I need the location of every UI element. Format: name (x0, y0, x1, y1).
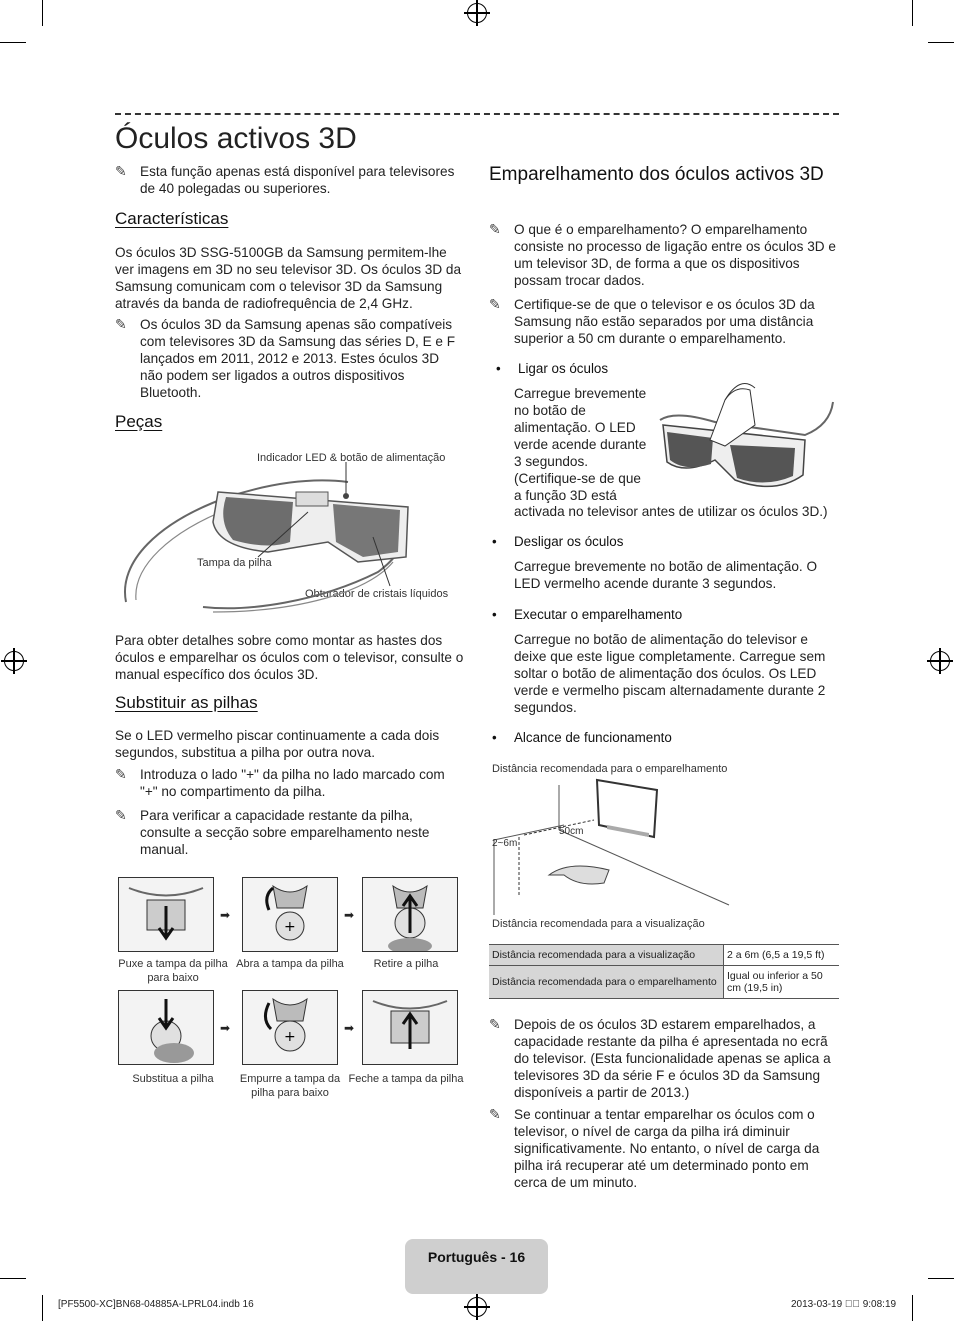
table-cell-value: 2 a 6m (6,5 a 19,5 ft) (724, 945, 840, 966)
step-caption-6: Feche a tampa da pilha (348, 1073, 464, 1085)
table-row (489, 945, 839, 966)
registration-mark-icon (930, 651, 950, 671)
page-number-tab (405, 1239, 548, 1294)
label-led: Indicador LED & botão de alimentação (257, 452, 446, 464)
step-image-4 (118, 990, 214, 1065)
features-note (115, 316, 465, 401)
on-heading: • Ligar os óculos (518, 361, 608, 376)
intro-note (115, 163, 465, 197)
battery-note-1-text: Introduza o lado "+" da pilha no lado marcado com "+" no compartimento da pilha. (140, 767, 445, 799)
note-pencil-icon: ✎ (489, 1016, 501, 1032)
step-image-3 (362, 877, 458, 952)
pairing-note-4 (489, 1106, 839, 1191)
svg-text:+: + (284, 1029, 296, 1045)
battery-note-2-text: Para verificar a capacidade restante da pilha, consulte a secção sobre emparelhamento neste manual. (140, 808, 430, 857)
diag-50cm: 50cm (559, 826, 584, 837)
footer-file: [PF5500-XC]BN68-04885A-LPRL04.indb 16 (58, 1299, 254, 1310)
crop-mark (928, 42, 954, 43)
note-pencil-icon: ✎ (489, 1106, 501, 1122)
on-text-a: Carregue brevemente no botão de alimentação. O LED verde acende durante 3 segundos. (Certifique-se de que a função 3D está (514, 386, 647, 503)
pairing-note-3 (489, 1016, 839, 1101)
table-cell-key: Distância recomendada para o emparelhamento (489, 966, 724, 999)
pairing-note-3-text: Depois de os óculos 3D estarem emparelhados, a capacidade restante da pilha é apresentada no ecrã do televisor. (Esta funcionalidade apenas se aplica a televisores 3D da série F e óculos 3D da Samsung disponíveis a partir de 2013.) (514, 1017, 831, 1100)
registration-mark-icon (4, 651, 24, 671)
battery-heading: Substituir as pilhas (115, 693, 258, 712)
note-pencil-icon: ✎ (115, 766, 127, 782)
diag-viewing-label: Distância recomendada para a visualização (492, 918, 705, 930)
table-row (489, 966, 839, 999)
features-heading: Características (115, 209, 229, 228)
arrow-right-icon: ➡ (220, 1021, 231, 1035)
note-pencil-icon: ✎ (115, 163, 127, 179)
table-cell-key: Distância recomendada para a visualização (489, 945, 724, 966)
pair-text: Carregue no botão de alimentação do televisor e deixe que este ligue completamente. Carregue sem soltar o botão de alimentação dos óculos. Os LED verde e vermelho piscam alternadamente durante 2 segundos. (514, 632, 826, 715)
crop-mark (928, 1278, 954, 1279)
arrow-right-icon: ➡ (344, 1021, 355, 1035)
battery-text: Se o LED vermelho piscar continuamente a cada dois segundos, substitua a pilha por outra nova. (115, 728, 440, 760)
step-caption-5: Empurre a tampa da pilha para baixo (239, 1073, 341, 1099)
glasses-power-illustration (655, 380, 840, 500)
range-table (489, 944, 839, 999)
note-pencil-icon: ✎ (489, 221, 501, 237)
diag-2-6m: 2~6m (492, 838, 518, 849)
crop-mark (42, 0, 43, 26)
note-pencil-icon: ✎ (115, 316, 127, 332)
crop-mark (42, 1295, 43, 1321)
registration-mark-icon (467, 3, 487, 23)
pairing-note-1 (489, 221, 839, 289)
parts-text: Para obter detalhes sobre como montar as hastes dos óculos e emparelhar os óculos com o televisor, consulte o manual específico dos óculos 3D. (115, 633, 464, 682)
step-image-5 (242, 990, 338, 1065)
step-caption-3: Retire a pilha (373, 958, 439, 970)
note-pencil-icon: ✎ (115, 807, 127, 823)
on-text-b: activada no televisor antes de utilizar os óculos 3D.) (514, 504, 828, 519)
battery-note-1 (115, 766, 465, 800)
arrow-right-icon: ➡ (344, 908, 355, 922)
parts-heading: Peças (115, 412, 163, 431)
pairing-note-1-text: O que é o emparelhamento? O emparelhamento consiste no processo de ligação entre os óculos 3D e um televisor 3D, de forma a que os dispositivos possam trocar dados. (514, 222, 836, 288)
crop-mark (912, 1295, 913, 1321)
off-text: Carregue brevemente no botão de alimentação. O LED vermelho acende durante 3 segundos. (514, 559, 818, 591)
crop-mark (0, 1278, 26, 1279)
pairing-note-4-text: Se continuar a tentar emparelhar os óculos com o televisor, o nível de carga da pilha irá diminuir significativamente. No entanto, o nível de carga da pilha irá recuperar até um determinado ponto em cerca de um minuto. (514, 1107, 820, 1190)
label-shutter: Obturador de cristais líquidos (305, 588, 449, 600)
intro-note-text: Esta função apenas está disponível para televisores de 40 polegadas ou superiores. (140, 164, 455, 196)
page-number: Português - 16 (427, 1249, 526, 1265)
step-image-6 (362, 990, 458, 1065)
pairing-note-2-text: Certifique-se de que o televisor e os óculos 3D da Samsung não estão separados por uma distância superior a 50 cm durante o emparelhamento. (514, 297, 815, 346)
features-text: Os óculos 3D SSG-5100GB da Samsung permitem-lhe ver imagens em 3D no seu televisor 3D. Os óculos 3D da Samsung comunicam com o televisor 3D da Samsung através da banda de radiofrequência de 2,4 GHz. (115, 245, 462, 311)
step-image-1 (118, 877, 214, 952)
step-caption-4: Substitua a pilha (132, 1073, 214, 1085)
pairing-note-2 (489, 296, 839, 347)
off-heading: • Desligar os óculos (514, 534, 623, 549)
step-image-2 (242, 877, 338, 952)
crop-mark (912, 0, 913, 26)
pair-heading: • Executar o emparelhamento (514, 607, 682, 622)
label-battery-cover: Tampa da pilha (197, 557, 272, 569)
page-title: Óculos activos 3D (115, 122, 357, 155)
footer-date: 2013-03-19 ￿￿ 9:08:19 (791, 1299, 897, 1310)
glasses-parts-illustration (118, 462, 463, 620)
registration-mark-icon (467, 1297, 487, 1317)
svg-text:+: + (284, 919, 296, 935)
crop-mark (0, 42, 26, 43)
table-cell-value: Igual ou inferior a 50 cm (19,5 in) (724, 966, 840, 999)
step-caption-1: Puxe a tampa da pilha para baixo (118, 958, 228, 984)
features-note-text: Os óculos 3D da Samsung apenas são compatíveis com televisores 3D da Samsung das séries D, E e F lançados em 2011, 2012 e 2013. Estes óculos 3D não podem ser ligados a outros dispositivos Bluetooth. (140, 317, 456, 400)
range-heading: • Alcance de funcionamento (514, 730, 672, 745)
step-caption-2: Abra a tampa da pilha (236, 958, 344, 970)
title-divider (115, 113, 839, 115)
battery-note-2 (115, 807, 465, 858)
note-pencil-icon: ✎ (489, 296, 501, 312)
range-diagram (489, 775, 739, 915)
arrow-right-icon: ➡ (220, 908, 231, 922)
pairing-heading: Emparelhamento dos óculos activos 3D (489, 164, 824, 185)
diag-pairing-label: Distância recomendada para o emparelhamento (492, 763, 728, 775)
